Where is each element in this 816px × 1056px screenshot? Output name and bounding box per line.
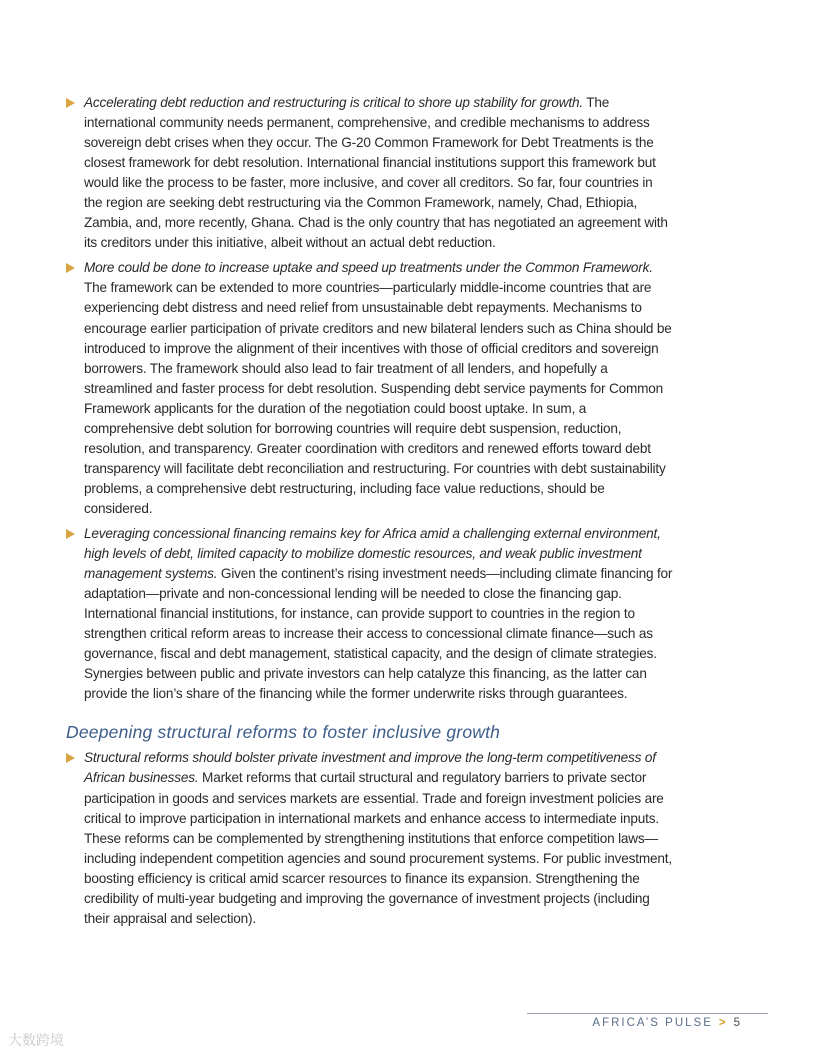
page-footer <box>592 1017 740 1029</box>
bullet-triangle-icon <box>66 529 75 539</box>
bullet-body: The framework can be extended to more countries—particularly middle-income countries that are experiencing debt distress and need relief from unsustainable debt repayments. Mechanisms to encourage earlier participation of private creditors and new bilateral lenders such as China should be introduced to improve the alignment of their incentives with those of official creditors and sovereign borrowers. The framework should also lead to fair treatment of all lenders, and hopefully a streamlined and faster process for debt resolution. Suspending debt service payments for Common Framework applicants for the duration of the negotiation could boost uptake. In sum, a comprehensive debt solution for borrowing countries will require debt suspension, reduction, resolution, and transparency. Greater coordination with creditors and renewed efforts toward debt transparency will facilitate debt reconciliation and restructuring. For countries with debt sustainability problems, a comprehensive debt restructuring, including face value reductions, should be considered. <box>84 280 672 516</box>
page-number: 5 <box>733 1017 740 1029</box>
bullet-lead: Structural reforms should bolster private investment and improve the long-term competitiveness of African businesses. <box>84 750 656 786</box>
chevron-right-icon: > <box>718 1017 726 1029</box>
bullet-body: The international community needs permanent, comprehensive, and credible mechanisms to address sovereign debt crises when they occur. The G-20 Common Framework for Debt Treatments is the closest framework for debt resolution. International financial institutions support this framework but would like the process to be faster, more inclusive, and cover all creditors. So far, four countries in the region are seeking debt restructuring via the Common Framework, namely, Chad, Ethiopia, Zambia, and, more recently, Ghana. Chad is the only country that has negotiated an agreement with its creditors under this initiative, albeit without an actual debt reduction. <box>84 95 668 251</box>
main-content <box>66 93 674 934</box>
bullet-item <box>66 258 674 519</box>
bullet-body: Market reforms that curtail structural and regulatory barriers to private sector participation in goods and services markets are essential. Trade and foreign investment policies are critical to improve participation in international markets and enhance access to intermediate inputs. These reforms can be complemented by strengthening institutions that enforce competition laws—including independent competition agencies and sound procurement systems. For public investment, boosting efficiency is critical amid scarcer resources to finance its expansion. Strengthening the credibility of multi-year budgeting and improving the governance of investment projects (including their appraisal and selection). <box>84 770 672 926</box>
bullet-item <box>66 748 674 928</box>
bullet-triangle-icon <box>66 753 75 763</box>
footer-divider <box>527 1013 768 1014</box>
bullet-item <box>66 524 674 704</box>
bullet-triangle-icon <box>66 263 75 273</box>
bullet-lead: Leveraging concessional financing remains key for Africa amid a challenging external environment, high levels of debt, limited capacity to mobilize domestic resources, and weak public investment management systems. <box>84 525 661 582</box>
watermark: 大数跨境 <box>8 1032 64 1048</box>
bullet-lead: Accelerating debt reduction and restructuring is critical to shore up stability for growth. <box>84 95 583 110</box>
bullet-item <box>66 93 674 253</box>
bullet-triangle-icon <box>66 98 75 108</box>
publication-title: AFRICA’S PULSE <box>592 1017 713 1029</box>
bullet-body: Given the continent’s rising investment needs—including climate financing for adaptation—private and non-concessional lending will be needed to close the financing gap. International financial institutions, for instance, can provide support to countries in the region to strengthen critical reform areas to increase their access to concessional climate finance—such as governance, fiscal and debt management, statistical capacity, and the design of climate strategies. Synergies between public and private investors can help catalyze this financing, as the latter can provide the lion’s share of the financing while the former underwrite risks through guarantees. <box>84 566 673 702</box>
section-heading: Deepening structural reforms to foster inclusive growth <box>66 722 501 743</box>
bullet-lead: More could be done to increase uptake and speed up treatments under the Common Framework. <box>84 260 653 276</box>
